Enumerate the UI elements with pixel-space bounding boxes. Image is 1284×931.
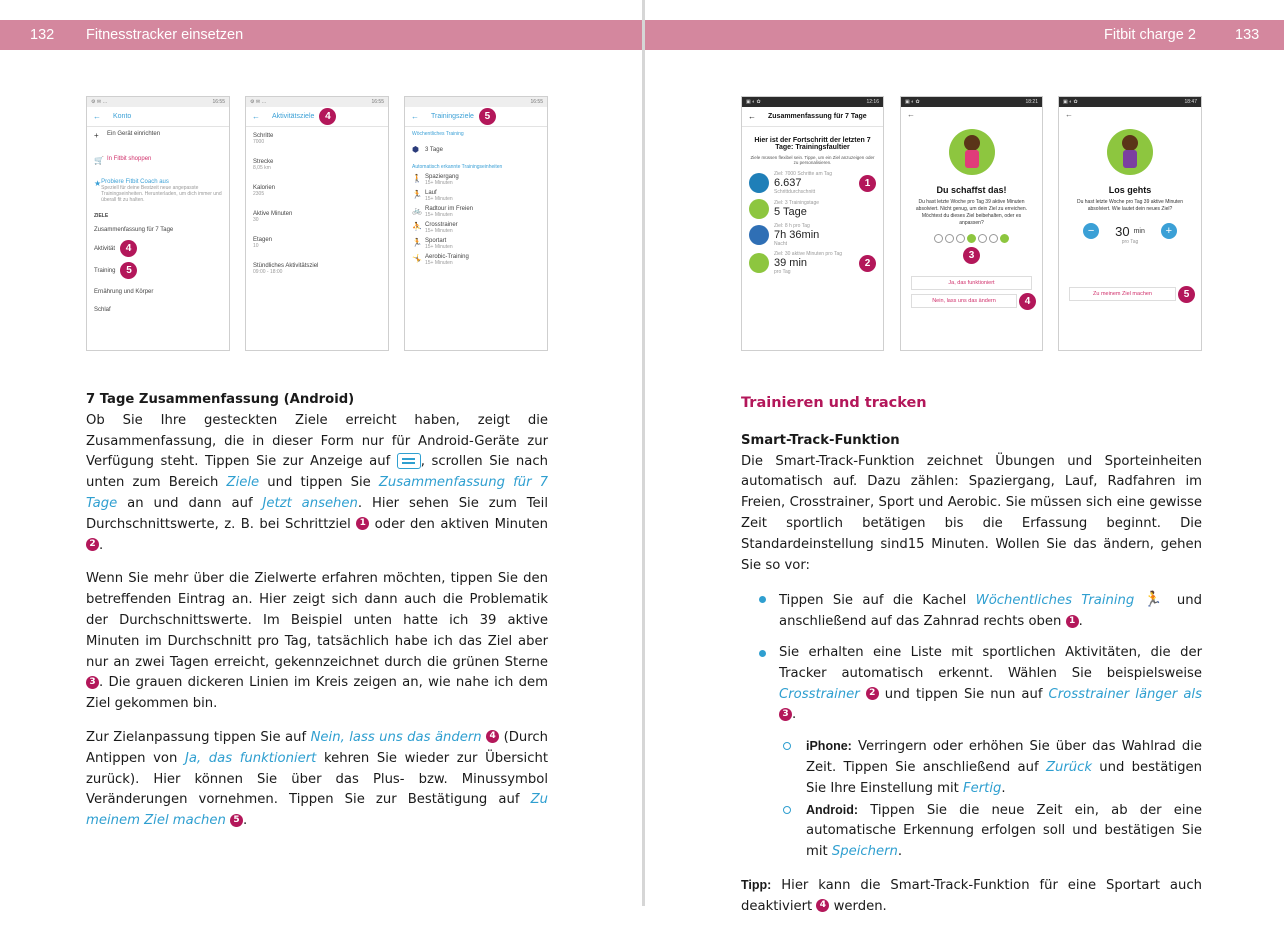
active-minutes-icon: [749, 253, 769, 273]
progress-dots: [901, 234, 1042, 245]
list-item: Aktive Minuten 30: [253, 211, 293, 223]
star-icon: ★: [94, 179, 102, 188]
list-item: Zusammenfassung für 7 Tage: [94, 227, 174, 233]
status-bar: 16:55: [405, 97, 547, 107]
link-text: Nein, lass uns das ändern: [310, 729, 482, 745]
callout-number: 1: [1066, 615, 1079, 628]
paragraph: Die Smart-Track-Funktion zeichnet Übungen und Sporteinheiten automatisch auf. Dazu zählen: Spaziergang, Lauf, Radfahren im Freien, Crosstrainer, Sport und Aerobic. Sie müssen sich eine gewisse Zeit sportlich betätigen bis die Erfassung beginnt. Die Standardeinstellung sind15 Minuten. Wollen Sie das ändern, gehen Sie so vor:: [741, 453, 1202, 573]
callout-number: 2: [86, 538, 99, 551]
list-item: ⛹ Crosstrainer 15+ Minuten: [412, 222, 458, 234]
list-item: 🏃 Sportart 15+ Minuten: [412, 238, 453, 250]
link-text: Zu meinem Ziel machen: [86, 792, 548, 829]
right-page: [645, 0, 1284, 914]
status-bar: ▣ ◐ ✿ 18:47: [1059, 97, 1201, 107]
link-text: Ziele: [226, 475, 260, 491]
bike-icon: [749, 199, 769, 219]
list-item: Ziel: 7000 Schritte am Tag 6.637 Schrittdurchschnitt 1: [742, 169, 883, 197]
back-arrow-icon[interactable]: ←: [1065, 110, 1073, 119]
paragraph: Zur Zielanpassung tippen Sie auf Nein, lass uns das ändern 4 (Durch Antippen von Ja, das funktioniert kehren Sie wieder zur Übersicht zurück). Hier können Sie über das Plus- bzw. Minussymbol Veränderungen vornehmen. Tippen Sie zur Bestätigung auf Zu meinem Ziel machen 5 .: [86, 729, 548, 829]
list-item: Etagen 10: [253, 237, 273, 249]
summary-intro: Hier ist der Fortschritt der letzten 7 Tage: Trainingsfaultier: [754, 137, 871, 151]
list-item: 🤸 Aerobic-Training 15+ Minuten: [412, 254, 469, 266]
link-text: Ja, das funktioniert: [184, 750, 317, 766]
app-bar: ← Aktivitätsziele 4: [246, 107, 388, 127]
sport-icon: 🏃: [412, 238, 422, 247]
screenshot-los-gehts: [1058, 96, 1202, 351]
goal-unit: min: [1133, 227, 1145, 235]
dialog-body: Du hast letzte Woche pro Tag 39 aktive Minuten absolviert. Wie lautet dein neues Ziel?: [1077, 199, 1183, 212]
list-item: iPhone: Verringern oder erhöhen Sie über das Wahlrad die Zeit. Tippen Sie anschließend auf Zurück und bestätigen Sie Ihre Einstellung mit Fertig.: [779, 736, 1202, 799]
list-item: Android: Tippen Sie die neue Zeit ein, ab der eine automatische Erkennung erfolgen soll und bestätigen Sie mit Speichern.: [779, 800, 1202, 863]
list-item: Schritte 7000: [253, 133, 274, 145]
list-item: Training 5: [87, 260, 229, 281]
list-icon: [397, 453, 421, 469]
aerobic-icon: 🤸: [412, 254, 422, 263]
steps-icon: [749, 173, 769, 193]
running-icon: 🏃: [1143, 590, 1168, 609]
running-header-right: [645, 20, 1284, 50]
tip-paragraph: Tipp: Hier kann die Smart-Track-Funktion für eine Sportart auch deaktiviert 4 werden.: [741, 877, 1202, 914]
mascot-icon: [949, 129, 995, 175]
page-number: 133: [1235, 27, 1260, 43]
minus-button[interactable]: −: [1083, 223, 1099, 239]
link-text: Zusammenfassung für 7 Tage: [86, 475, 548, 511]
confirm-button[interactable]: Ja, das funktioniert: [911, 276, 1032, 290]
mascot-icon: [1107, 129, 1153, 175]
section-label: Automatisch erkannte Trainingseinheiten: [412, 164, 503, 170]
link-text: Jetzt ansehen: [262, 495, 358, 511]
link-text: Wöchentliches Training: [975, 593, 1135, 609]
callout-badge: 5: [479, 108, 496, 125]
callout-badge: 2: [859, 255, 876, 272]
callout-number: 2: [866, 687, 879, 700]
status-bar: ⚙ ✉ … 16:55: [246, 97, 388, 107]
list-item: 🚲 Radtour im Freien 15+ Minuten: [412, 206, 474, 218]
callout-number: 3: [779, 708, 792, 721]
plus-icon: +: [94, 131, 99, 140]
screenshot-du-schaffst-das: [900, 96, 1043, 351]
list-item: Tippen Sie auf die Kachel Wöchentliches Training 🏃 und anschließend auf das Zahnrad rechts oben 1 .: [741, 589, 1202, 633]
status-bar: ▣ ◐ ✿ 18:21: [901, 97, 1042, 107]
callout-number: 4: [816, 899, 829, 912]
dialog-title: Los gehts: [1108, 185, 1152, 195]
list-item: Schlaf: [94, 307, 111, 313]
link-text: Zurück: [1045, 759, 1092, 775]
trophy-icon: ⬢: [412, 145, 419, 154]
page-number: 132: [30, 27, 55, 43]
left-body-text: [86, 390, 548, 845]
callout-number: 4: [486, 730, 499, 743]
status-bar: ⚙ ✉ … 16:55: [87, 97, 229, 107]
back-arrow-icon: ←: [93, 112, 101, 121]
link-text: Speichern: [831, 844, 898, 860]
section-heading: 7 Tage Zusammenfassung (Android): [86, 392, 355, 407]
elliptical-icon: ⛹: [412, 222, 422, 231]
section-label: ZIELE: [94, 213, 109, 219]
screenshot-zusammenfassung: [741, 96, 884, 351]
list-item: ⬢ 3 Tage: [412, 145, 443, 154]
sub-bullet-list: [779, 736, 1202, 863]
running-title: Fitbit charge 2: [1104, 27, 1196, 43]
goal-stepper: [1059, 223, 1201, 239]
list-item: Ziel: 8 h pro Tag 7h 36min Nacht: [742, 221, 883, 249]
list-item: Ziel: 30 aktive Minuten pro Tag 39 min pro Tag 2: [742, 249, 883, 277]
list-item: Stündliches Aktivitätsziel 09:00 - 18:00: [253, 263, 319, 275]
list-item: 🛒 In Fitbit shoppen: [94, 156, 152, 165]
callout-badge: 4: [319, 108, 336, 125]
callout-badge: 3: [963, 247, 980, 264]
screenshot-trainingsziele: [404, 96, 548, 351]
walk-icon: 🚶: [412, 174, 422, 183]
goal-value: 30: [1115, 223, 1130, 239]
app-bar: ← Konto: [87, 107, 229, 127]
back-arrow-icon: ←: [252, 112, 260, 121]
save-goal-button[interactable]: Zu meinem Ziel machen: [1069, 287, 1176, 301]
running-title: Fitnesstracker einsetzen: [86, 27, 244, 43]
list-item: Ziel: 3 Trainingstage 5 Tage: [742, 197, 883, 221]
callout-number: 1: [356, 517, 369, 530]
list-item: Aktivität 4: [87, 238, 229, 259]
run-icon: 🏃: [412, 190, 422, 199]
cart-icon: 🛒: [94, 156, 104, 165]
change-button[interactable]: Nein, lass uns das ändern: [911, 294, 1017, 308]
bike-icon: 🚲: [412, 206, 422, 215]
running-header-left: [0, 20, 642, 50]
list-item: Sie erhalten eine Liste mit sportlichen Aktivitäten, die der Tracker automatisch erkennt. Wählen Sie beispielsweise Crosstrainer 2 und tippen Sie nun auf Crosstrainer länger als 3 .: [741, 643, 1202, 726]
list-item: Strecke 8,05 km: [253, 159, 274, 171]
callout-number: 3: [86, 676, 99, 689]
link-text: Fertig: [963, 780, 1002, 796]
list-item: Ernährung und Körper: [94, 289, 154, 295]
goal-per: pro Tag: [1121, 239, 1139, 245]
link-text: Crosstrainer länger als: [1048, 686, 1202, 702]
paragraph: Ob Sie Ihre gesteckten Ziele erreicht haben, zeigt die Zusammenfassung, die in dieser Form nur für Android-Geräte zur Verfügung steht. Tippen Sie zur Anzeige auf , scrollen Sie nach unten zum Bereich Ziele und tippen Sie Zusammenfassung für 7 Tage an und dann auf Jetzt ansehen. Hier sehen Sie zum Teil Durchschnittswerte, z. B. bei Schrittziel 1 oder den aktiven Minuten 2 .: [86, 412, 548, 553]
sleep-icon: [749, 225, 769, 245]
app-bar: ← Trainingsziele 5: [405, 107, 547, 127]
back-arrow-icon: ←: [411, 112, 419, 121]
list-item: 🚶 Spaziergang 15+ Minuten: [412, 174, 459, 186]
back-arrow-icon: ←: [748, 112, 756, 121]
callout-badge: 1: [859, 175, 876, 192]
list-item: 🏃 Lauf 15+ Minuten: [412, 190, 453, 202]
callout-number: 5: [230, 814, 243, 827]
callout-badge: 4: [120, 240, 137, 257]
list-item: ★ Probiere Fitbit Coach aus Speziell für deine Bestzeit neue angepasste Trainingseinheiten. Herunterladen, um dich immer und überall fit zu halten.: [94, 179, 222, 203]
screenshot-aktivitaetsziele: [245, 96, 389, 351]
bullet-list: [741, 589, 1202, 726]
subheading: Smart-Track-Funktion: [741, 432, 900, 448]
section-label: Wöchentliches Training: [412, 131, 464, 137]
status-bar: ▣ ◐ ✿ 12:16: [742, 97, 883, 107]
dialog-body: Du hast letzte Woche pro Tag 39 aktive Minuten absolviert. Nicht genug, um dein Ziel zu erreichen. Möchtest du dieses Ziel beibehalten, oder es anpassen?: [915, 199, 1028, 226]
callout-badge: 5: [120, 262, 137, 279]
app-bar: ← Zusammenfassung für 7 Tage: [742, 107, 883, 127]
summary-subtext: Ziele müssen flexibel sein. Tippe, um ein Ziel anzuzeigen oder zu personalisieren.: [750, 155, 875, 165]
back-arrow-icon[interactable]: ←: [907, 110, 915, 119]
list-item: + Ein Gerät einrichten: [94, 131, 161, 140]
plus-button[interactable]: +: [1161, 223, 1177, 239]
section-heading: Trainieren und tracken: [741, 395, 927, 411]
callout-badge: 4: [1019, 293, 1036, 310]
dialog-title: Du schaffst das!: [936, 185, 1007, 195]
right-body-text: [741, 393, 1202, 931]
left-page: [0, 0, 642, 906]
list-item: Kalorien 2305: [253, 185, 276, 197]
link-text: Crosstrainer: [779, 686, 860, 702]
paragraph: Wenn Sie mehr über die Zielwerte erfahren möchten, tippen Sie den betreffenden Eintrag an. Hier zeigt sich dann auch die Problematik der Durchschnittswerte. Im Beispiel unten hatte ich 39 aktive Minuten im Durchschnitt pro Tag, tatsächlich habe ich das Ziel aber nur an zwei Tagen erreicht, gekennzeichnet durch die grünen Sterne 3 . Die grauen dickeren Linien im Kreis zeigen an, wie nahe ich dem Ziel gekommen bin.: [86, 571, 548, 712]
screenshot-konto: [86, 96, 230, 351]
callout-badge: 5: [1178, 286, 1195, 303]
